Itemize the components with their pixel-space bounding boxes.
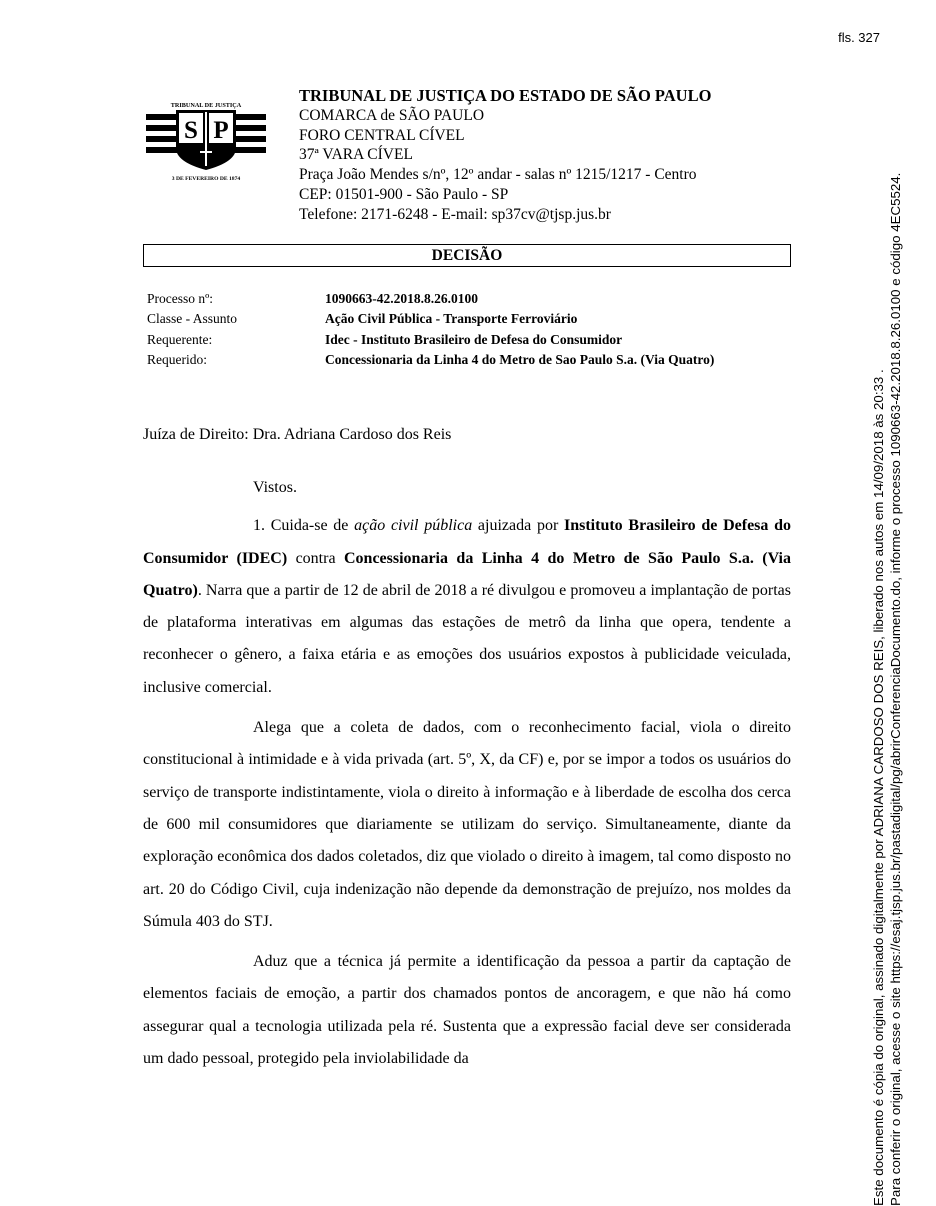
cep: CEP: 01501-900 - São Paulo - SP (299, 185, 509, 203)
case-info-row (147, 350, 714, 370)
document-title: DECISÃO (143, 244, 791, 267)
case-value: Ação Civil Pública - Transporte Ferroviário (325, 311, 578, 327)
case-label: Requerido: (147, 351, 207, 367)
vara: 37ª VARA CÍVEL (299, 146, 413, 164)
vistos: Vistos. (253, 479, 297, 496)
paragraph-3: Aduz que a técnica já permite a identificação da pessoa a partir da captação de elementos faciais de emoção, a partir dos chamados pontos de ancoragem, e que não há como assegurar qual a tecnologia utilizada pela ré. Sustenta que a expressão facial deve ser considerada um dado pessoal, protegido pela inviolabilidade da (143, 953, 791, 1068)
case-info (147, 289, 714, 370)
contact: Telefone: 2171-6248 - E-mail: sp37cv@tjsp.jus.br (299, 205, 611, 223)
court-name: TRIBUNAL DE JUSTIÇA DO ESTADO DE SÃO PAULO (299, 86, 712, 105)
judge-name: Juíza de Direito: Dra. Adriana Cardoso dos Reis (143, 426, 452, 443)
tjsp-seal-logo (146, 86, 266, 182)
case-value: 1090663-42.2018.8.26.0100 (325, 291, 478, 306)
case-label: Classe - Assunto (147, 311, 238, 327)
case-value: Idec - Instituto Brasileiro de Defesa do Consumidor (325, 331, 623, 347)
logo-top-text: TRIBUNAL DE JUSTIÇA (170, 102, 242, 109)
page-number: fls. 327 (838, 30, 880, 45)
foro: FORO CENTRAL CÍVEL (299, 126, 465, 144)
case-label: Processo nº: (147, 291, 214, 306)
case-label: Requerente: (147, 331, 213, 347)
signature-line-1: Este documento é cópia do original, assinado digitalmente por ADRIANA CARDOSO DOS REIS, liberado nos autos em 14/09/2018 às 20:33 . (871, 369, 886, 1206)
decision-body (143, 472, 791, 1083)
case-value: Concessionaria da Linha 4 do Metro de Sao Paulo S.a. (Via Quatro) (325, 351, 715, 367)
paragraph-1: 1. Cuida-se de ação civil pública ajuizada por Instituto Brasileiro de Defesa do Consumidor (IDEC) contra Concessionaria da Linha 4 do Metro de São Paulo S.a. (Via Quatro). Narra que a partir de 12 de abril de 2018 a ré divulgou e promoveu a implantação de portas de plataforma interativas em algumas das estações de metrô da linha que opera, tendente a reconhecer o gênero, a faixa etária e as emoções dos usuários expostos à publicidade veiculada, inclusive comercial. (143, 517, 792, 696)
digital-signature-note (870, 173, 904, 1206)
comarca: COMARCA de SÃO PAULO (299, 106, 485, 124)
paragraph-2: Alega que a coleta de dados, com o reconhecimento facial, viola o direito constitucional à intimidade e à vida privada (art. 5º, X, da CF) e, por se impor a todos os usuários do serviço de transporte indistintamente, viola o direito à informação e à liberdade de escolha dos cerca de 600 mil consumidores que diariamente se utilizam do serviço. Simultaneamente, diante da exploração econômica dos dados coletados, diz que violado o direito à imagem, tal como disposto no art. 20 do Código Civil, cuja indenização não depende da demonstração de prejuízo, nos moldes da Súmula 403 do STJ. (143, 719, 791, 930)
case-info-row (147, 330, 714, 350)
address: Praça João Mendes s/nº, 12º andar - salas nº 1215/1217 - Centro (299, 166, 697, 184)
logo-bottom-text: 3 DE FEVEREIRO DE 1874 (171, 176, 241, 182)
case-info-row (147, 309, 714, 329)
logo-right-letter: P (213, 117, 229, 144)
signature-line-2: Para conferir o original, acesse o site https://esaj.tjsp.jus.br/pastadigital/pg/abrirConferenciaDocumento.do, informe o processo 1090663-42.2018.8.26.0100 e código 4EC5524. (888, 172, 903, 1206)
logo-left-letter: S (184, 117, 198, 144)
case-info-row (147, 289, 714, 309)
court-header (299, 86, 711, 225)
